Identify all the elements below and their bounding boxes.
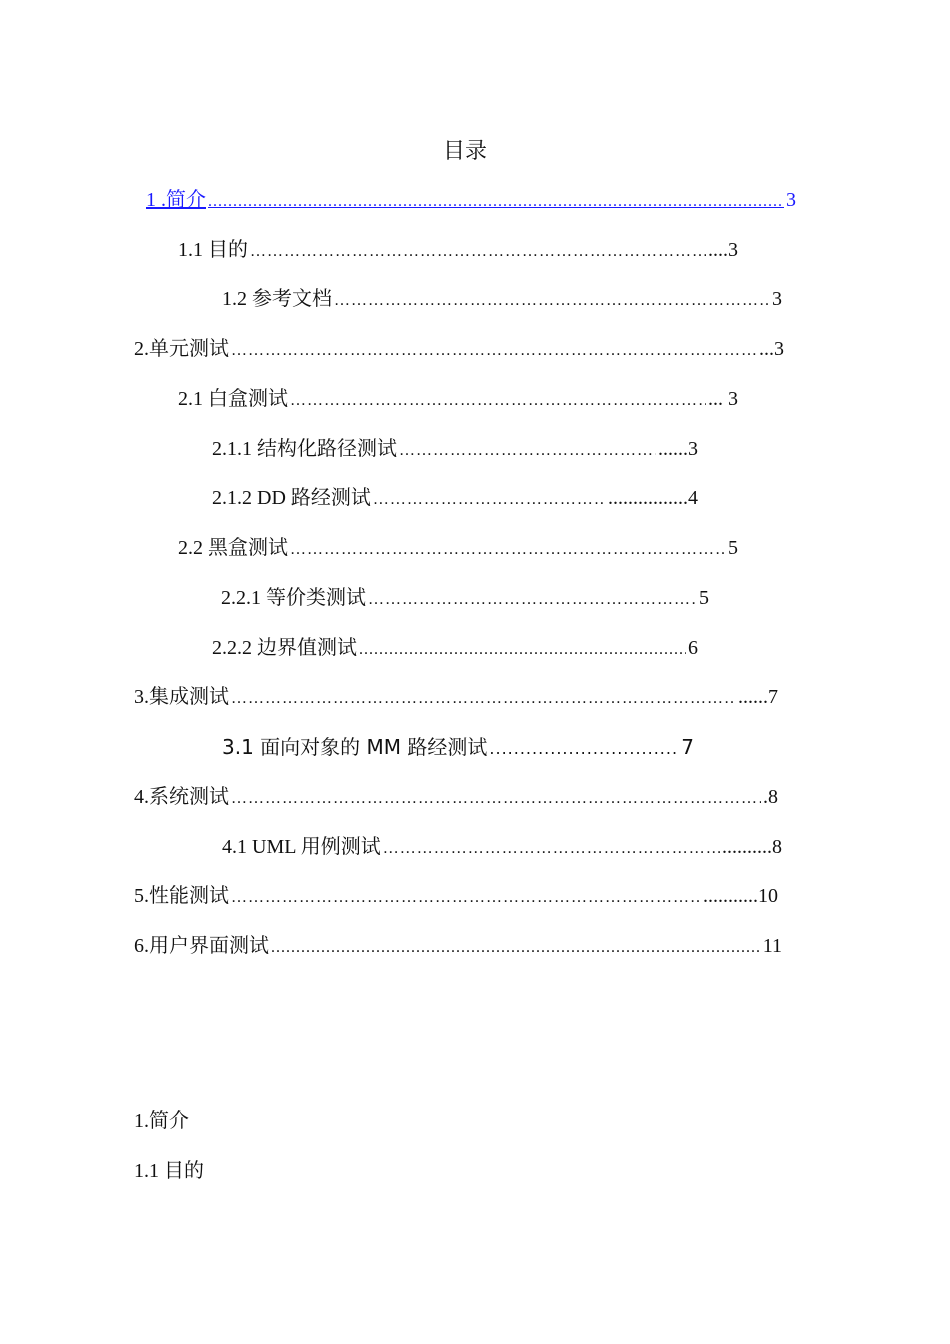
toc-entry-2-1-1-structured-path[interactable] <box>212 435 698 463</box>
toc-entry-label: 1.1 目的 <box>178 239 248 261</box>
toc-entry-page: ......7 <box>738 686 778 708</box>
toc-entry-2-1-2-dd-path[interactable] <box>212 484 698 512</box>
toc-entry-leader <box>231 884 701 912</box>
toc-entry-2-2-1-equivalence[interactable] <box>221 584 709 612</box>
toc-entry-1-1-purpose[interactable] <box>178 236 738 264</box>
toc-entry-label: 5.性能测试 <box>134 885 229 907</box>
toc-entry-page: .8 <box>763 786 778 808</box>
toc-entry-page: 6 <box>688 637 698 659</box>
toc-entry-page: ......3 <box>658 438 698 460</box>
toc-entry-label: 2.2 黑盒测试 <box>178 537 288 559</box>
toc-entry-label: 1 .简介 <box>146 189 206 211</box>
toc-entry-page: 5 <box>728 537 738 559</box>
toc-entry-leader <box>231 785 761 813</box>
toc-entry-2-unit-test[interactable] <box>134 335 784 363</box>
toc-entry-leader <box>489 735 679 763</box>
toc-entry-page: 7 <box>681 735 694 759</box>
toc-entry-page: 5 <box>699 587 709 609</box>
toc-entry-leader <box>231 685 736 713</box>
toc-entry-leader <box>290 536 726 564</box>
toc-entry-page: 11 <box>762 935 782 957</box>
toc-entry-label: 2.1.1 结构化路径测试 <box>212 438 397 460</box>
toc-entry-leader <box>250 238 706 266</box>
toc-entry-leader <box>334 287 770 315</box>
toc-entry-leader <box>399 437 656 465</box>
toc-entry-label: 3.集成测试 <box>134 686 229 708</box>
toc-entry-leader <box>208 188 784 216</box>
toc-entry-label: 1.2 参考文档 <box>222 288 332 310</box>
heading-intro: 1.简介 <box>134 1110 189 1132</box>
toc-title: 目录 <box>442 139 487 164</box>
toc-entry-label: 6.用户界面测试 <box>134 935 269 957</box>
toc-entry-label: 2.1.2 DD 路经测试 <box>212 487 371 509</box>
toc-entry-3-1-oo-mm-path[interactable] <box>222 733 694 761</box>
toc-entry-5-performance[interactable] <box>134 882 778 910</box>
toc-entry-leader <box>373 486 606 514</box>
toc-entry-page: ...3 <box>759 338 784 360</box>
toc-entry-2-1-whitebox[interactable] <box>178 385 738 413</box>
toc-entry-leader <box>271 934 761 962</box>
toc-entry-label: 4.系统测试 <box>134 786 229 808</box>
toc-entry-leader <box>383 835 720 863</box>
toc-entry-label: 2.2.2 边界值测试 <box>212 637 357 659</box>
toc-entry-leader <box>290 387 706 415</box>
toc-entry-1-intro[interactable] <box>146 186 796 214</box>
toc-entry-page: ... 3 <box>708 388 738 410</box>
toc-entry-6-ui-test[interactable] <box>134 932 782 960</box>
toc-entry-leader <box>368 586 697 614</box>
toc-entry-label: 4.1 UML 用例测试 <box>222 836 381 858</box>
toc-entry-label: 3.1 面向对象的 MM 路经测试 <box>222 735 488 759</box>
toc-entry-leader <box>359 636 686 664</box>
toc-entry-page: ...........10 <box>703 885 778 907</box>
toc-entry-label: 2.1 白盒测试 <box>178 388 288 410</box>
toc-entry-3-integration[interactable] <box>134 683 778 711</box>
toc-entry-page: ..........8 <box>722 836 782 858</box>
toc-entry-label: 2.2.1 等价类测试 <box>221 587 366 609</box>
toc-entry-4-system[interactable] <box>134 783 778 811</box>
toc-entry-2-2-blackbox[interactable] <box>178 534 738 562</box>
toc-entry-leader <box>231 337 757 365</box>
toc-entry-page: 3 <box>786 189 796 211</box>
toc-entry-1-2-references[interactable] <box>222 285 782 313</box>
toc-entry-2-2-2-boundary[interactable] <box>212 634 698 662</box>
heading-purpose: 1.1 目的 <box>134 1160 204 1182</box>
toc-entry-page: ....3 <box>708 239 738 261</box>
toc-entry-label: 2.单元测试 <box>134 338 229 360</box>
toc-entry-4-1-uml-usecase[interactable] <box>222 833 782 861</box>
toc-entry-page: 3 <box>772 288 782 310</box>
toc-entry-page: ................4 <box>608 487 698 509</box>
